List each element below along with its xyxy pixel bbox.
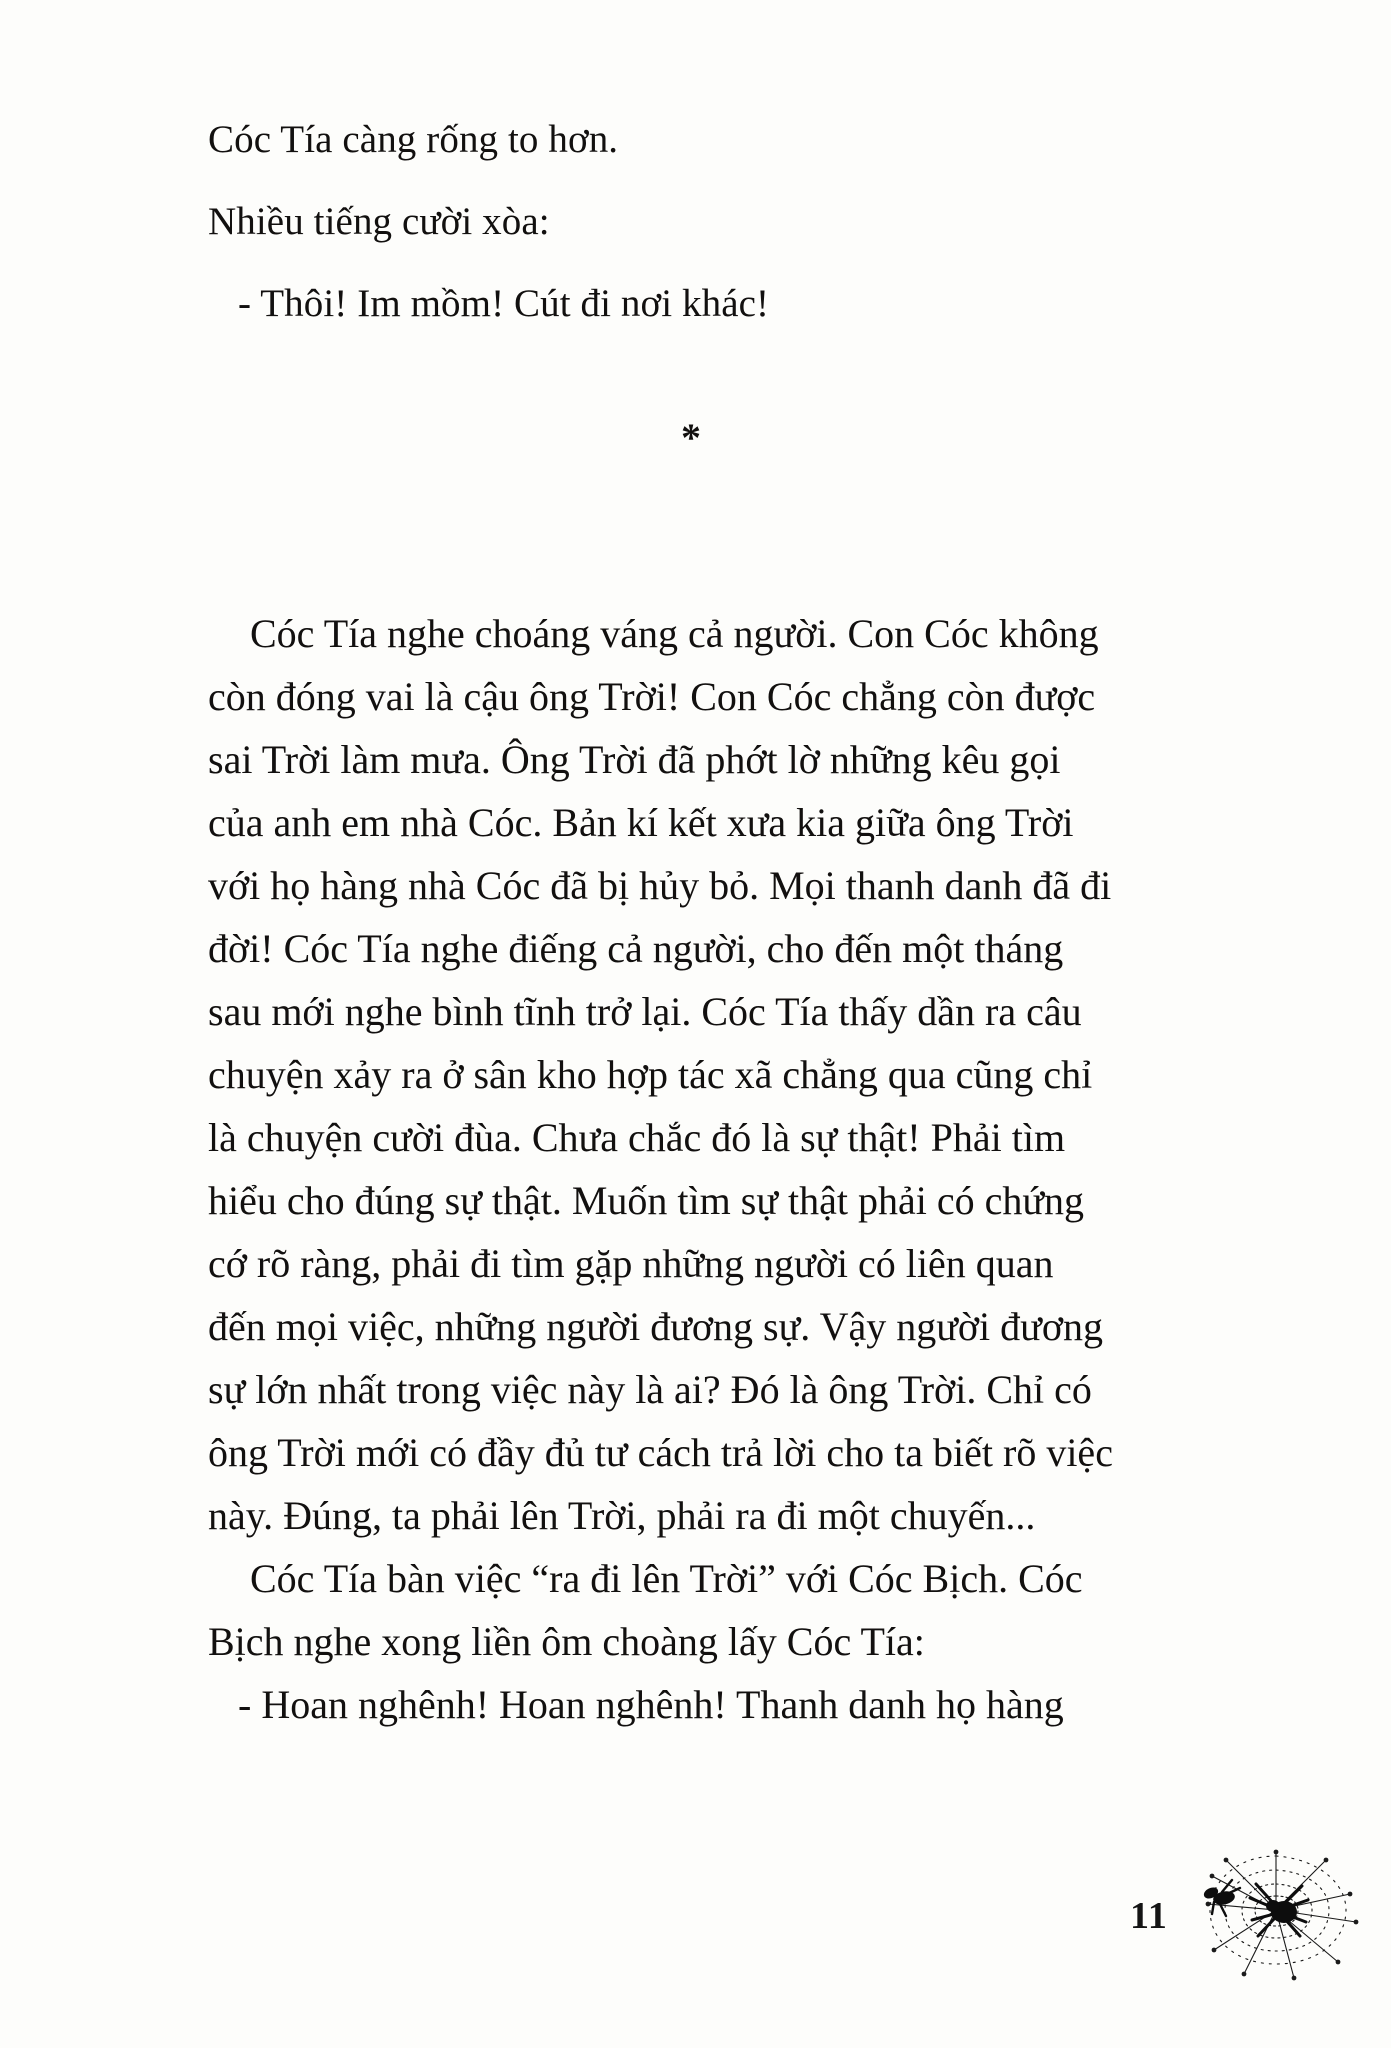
text-line: hiểu cho đúng sự thật. Muốn tìm sự thật phải có chứng — [208, 1178, 1085, 1223]
text-line: sai Trời làm mưa. Ông Trời đã phớt lờ những kêu gọi — [208, 737, 1061, 782]
fly-icon — [1202, 1880, 1240, 1916]
text-line: là chuyện cười đùa. Chưa chắc đó là sự thật! Phải tìm — [208, 1115, 1066, 1160]
spider-head — [1266, 1900, 1280, 1912]
text-line: Cóc Tía nghe choáng váng cả người. Con Cóc không — [250, 611, 1099, 656]
page-number: 11 — [1130, 1895, 1168, 1937]
paragraph — [208, 1547, 1238, 1673]
text-line: này. Đúng, ta phải lên Trời, phải ra đi một chuyến... — [208, 1493, 1036, 1538]
text-line: - Hoan nghênh! Hoan nghênh! Thanh danh họ hàng — [238, 1682, 1064, 1727]
text-line: đến mọi việc, những người đương sự. Vậy người đương — [208, 1304, 1103, 1349]
dialogue-line: Cóc Tía càng rống to hơn. — [208, 118, 619, 161]
text-line: ông Trời mới có đầy đủ tư cách trả lời cho ta biết rõ việc — [208, 1430, 1113, 1475]
text-line: đời! Cóc Tía nghe điếng cả người, cho đến một tháng — [208, 926, 1064, 971]
text-line: sự lớn nhất trong việc này là ai? Đó là ông Trời. Chỉ có — [208, 1367, 1092, 1412]
dialogue-line: - Thôi! Im mồm! Cút đi nơi khác! — [238, 281, 770, 325]
text-line: còn đóng vai là cậu ông Trời! Con Cóc chẳng còn được — [208, 674, 1096, 719]
dialogue-line: Nhiều tiếng cười xòa: — [208, 199, 550, 243]
text-line: của anh em nhà Cóc. Bản kí kết xưa kia giữa ông Trời — [208, 800, 1074, 845]
paragraph — [208, 602, 1238, 1547]
text-line: cớ rõ ràng, phải đi tìm gặp những người có liên quan — [208, 1241, 1054, 1286]
asterisk-icon: * — [681, 415, 701, 460]
spiderweb-icon — [1198, 1838, 1368, 1988]
text-line: Bịch nghe xong liền ôm choàng lấy Cóc Tía: — [208, 1619, 925, 1664]
section-divider — [208, 415, 1218, 460]
text-line: chuyện xảy ra ở sân kho hợp tác xã chẳng qua cũng chỉ — [208, 1052, 1093, 1097]
text-line: với họ hàng nhà Cóc đã bị hủy bỏ. Mọi thanh danh đã đi — [208, 863, 1112, 908]
page-footer — [0, 1880, 1391, 2020]
text-line: Cóc Tía bàn việc “ra đi lên Trời” với Cóc Bịch. Cóc — [250, 1556, 1083, 1601]
dialogue-block — [208, 110, 1218, 355]
body-text — [208, 602, 1238, 1736]
text-line: sau mới nghe bình tĩnh trở lại. Cóc Tía thấy dần ra câu — [208, 989, 1082, 1034]
paragraph — [208, 1673, 1238, 1736]
